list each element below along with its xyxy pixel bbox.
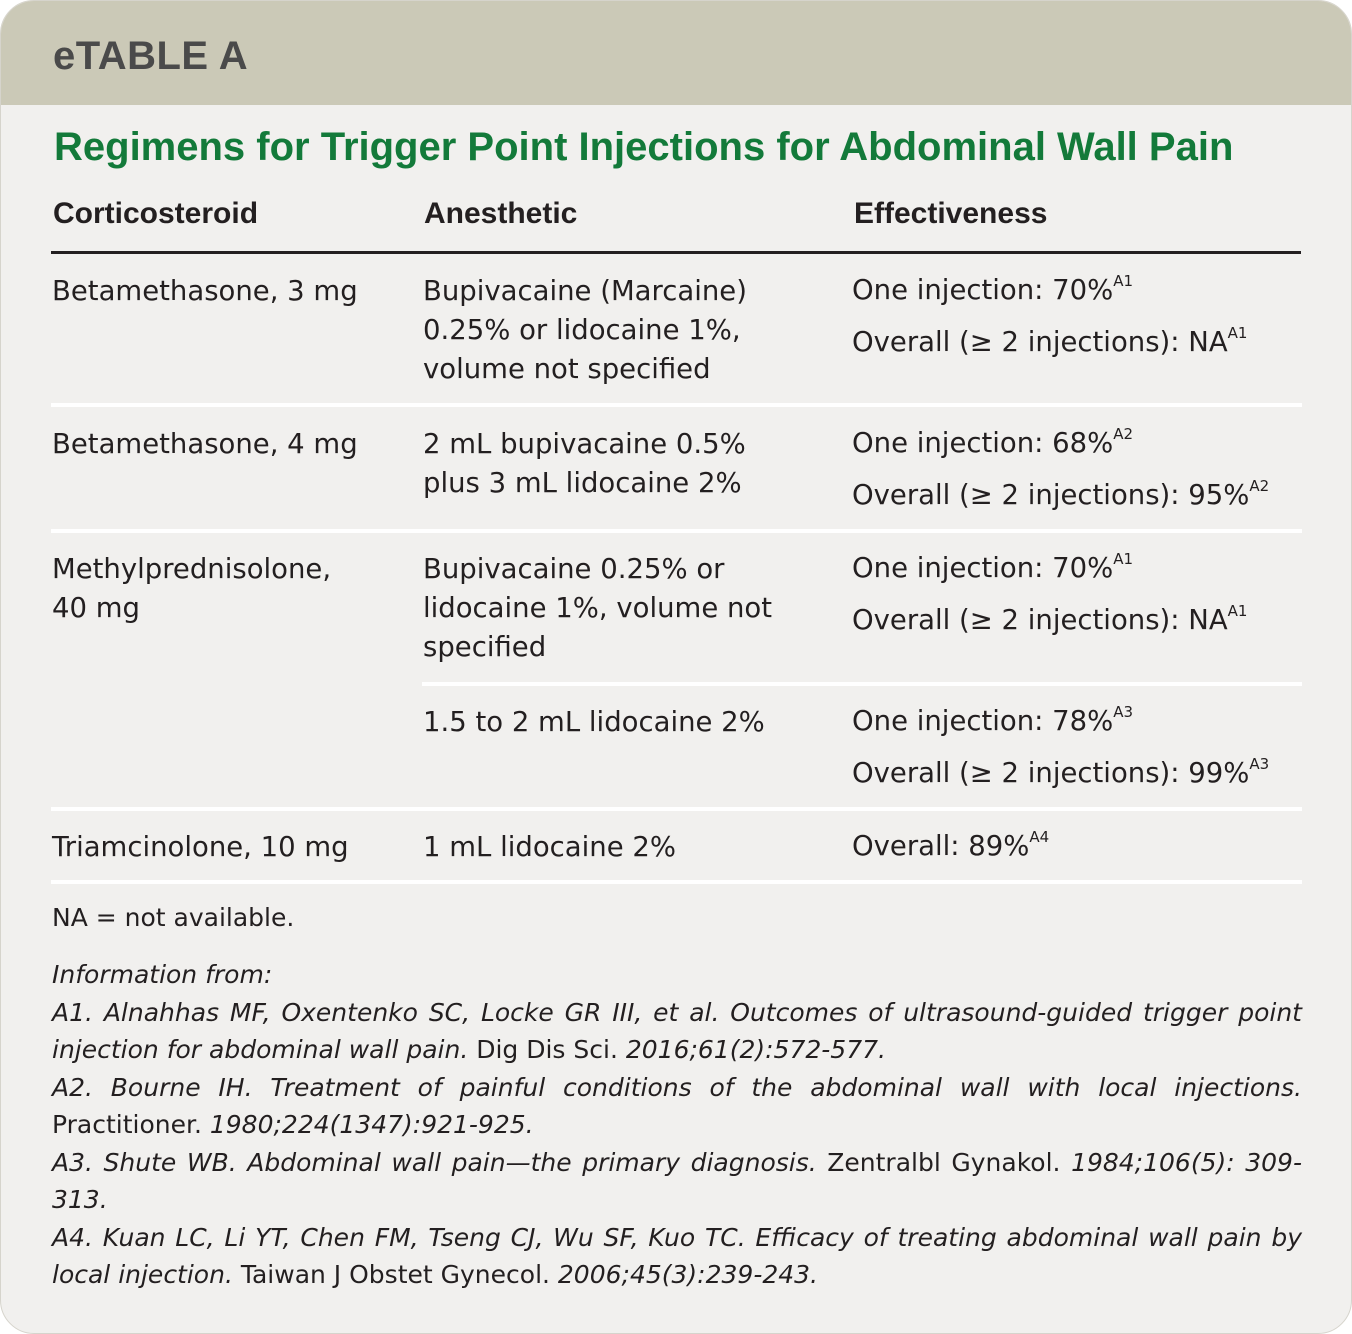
- row-divider: [51, 807, 1302, 811]
- sources-heading: Information from:: [52, 960, 273, 989]
- reference-marker: A3: [1249, 755, 1270, 773]
- cell-effectiveness-one: One injection: 70%$^{A1}$: [852, 550, 1134, 584]
- cell-anesthetic: 1 mL lidocaine 2%: [423, 831, 676, 863]
- cell-anesthetic: Bupivacaine (Marcaine) 0.25% or lidocaine 1%, volume not specified: [423, 275, 747, 385]
- cell-corticosteroid: Betamethasone, 4 mg: [52, 428, 358, 460]
- table-label: eTABLE A: [53, 34, 249, 78]
- reference-marker: A2: [1113, 425, 1134, 443]
- table-title: Regimens for Trigger Point Injections for Abdominal Wall Pain: [54, 125, 1234, 169]
- cell-effectiveness-one: One injection: 78%$^{A3}$: [852, 703, 1134, 737]
- reference-marker: A1: [1227, 324, 1248, 342]
- cell-effectiveness-overall: Overall (≥ 2 injections): 99%$^{A3}$: [852, 755, 1270, 789]
- column-header-effectiveness: Effectiveness: [854, 197, 1048, 230]
- row-divider: [51, 403, 1302, 407]
- cell-effectiveness-overall: Overall (≥ 2 injections): $NA^{A1}$: [852, 602, 1248, 636]
- column-header-anesthetic: Anesthetic: [424, 197, 578, 230]
- reference-item: A2. Bourne IH. Treatment of painful conditions of the abdominal wall with local injections. Practitioner. 1980;224(1347):921-925.: [52, 1072, 1302, 1139]
- reference-marker: A2: [1249, 477, 1270, 495]
- cell-effectiveness-one: One injection: 70%$^{A1}$: [852, 272, 1134, 306]
- header-rule: [51, 251, 1301, 254]
- table-label-bar: [1, 1, 1351, 105]
- cell-effectiveness-overall: Overall (≥ 2 injections): 95%$^{A2}$: [852, 477, 1270, 511]
- cell-corticosteroid: Betamethasone, 3 mg: [52, 275, 358, 307]
- reference-marker: A1: [1113, 272, 1134, 290]
- cell-anesthetic: 1.5 to 2 mL lidocaine 2%: [423, 706, 765, 738]
- reference-marker: A4: [1029, 828, 1050, 846]
- cell-corticosteroid: Methylprednisolone, 40 mg: [52, 553, 332, 624]
- cell-corticosteroid: Triamcinolone, 10 mg: [52, 831, 349, 863]
- cell-anesthetic: 2 mL bupivacaine 0.5% plus 3 mL lidocaine 2%: [423, 428, 746, 499]
- cell-effectiveness-overall: Overall (≥ 2 injections): $NA^{A1}$: [852, 324, 1248, 358]
- reference-marker: A1: [1227, 602, 1248, 620]
- sources: [52, 956, 1302, 1294]
- reference-marker: A3: [1113, 703, 1134, 721]
- abbreviation-note: NA = not available.: [52, 903, 295, 932]
- cell-effectiveness-one: One injection: 68%$^{A2}$: [852, 425, 1134, 459]
- row-divider: [51, 529, 1302, 533]
- reference-marker: A1: [1113, 550, 1134, 568]
- column-header-corticosteroid: Corticosteroid: [53, 197, 259, 230]
- reference-item: A1. Alnahhas MF, Oxentenko SC, Locke GR III, et al. Outcomes of ultrasound-guided trigger point injection for abdominal wall pain. Dig Dis Sci. 2016;61(2):572-577.: [52, 997, 1302, 1064]
- row-divider: [422, 682, 1302, 686]
- reference-item: A3. Shute WB. Abdominal wall pain—the primary diagnosis. Zentralbl Gynakol. 1984;106(5): 309-313.: [52, 1147, 1302, 1214]
- cell-effectiveness-overall: Overall: 89%$^{A4}$: [852, 828, 1050, 862]
- reference-item: A4. Kuan LC, Li YT, Chen FM, Tseng CJ, Wu SF, Kuo TC. Efficacy of treating abdominal wall pain by local injection. Taiwan J Obstet Gynecol. 2006;45(3):239-243.: [52, 1222, 1302, 1289]
- cell-anesthetic: Bupivacaine 0.25% or lidocaine 1%, volume not specified: [423, 553, 773, 663]
- row-divider: [51, 880, 1302, 884]
